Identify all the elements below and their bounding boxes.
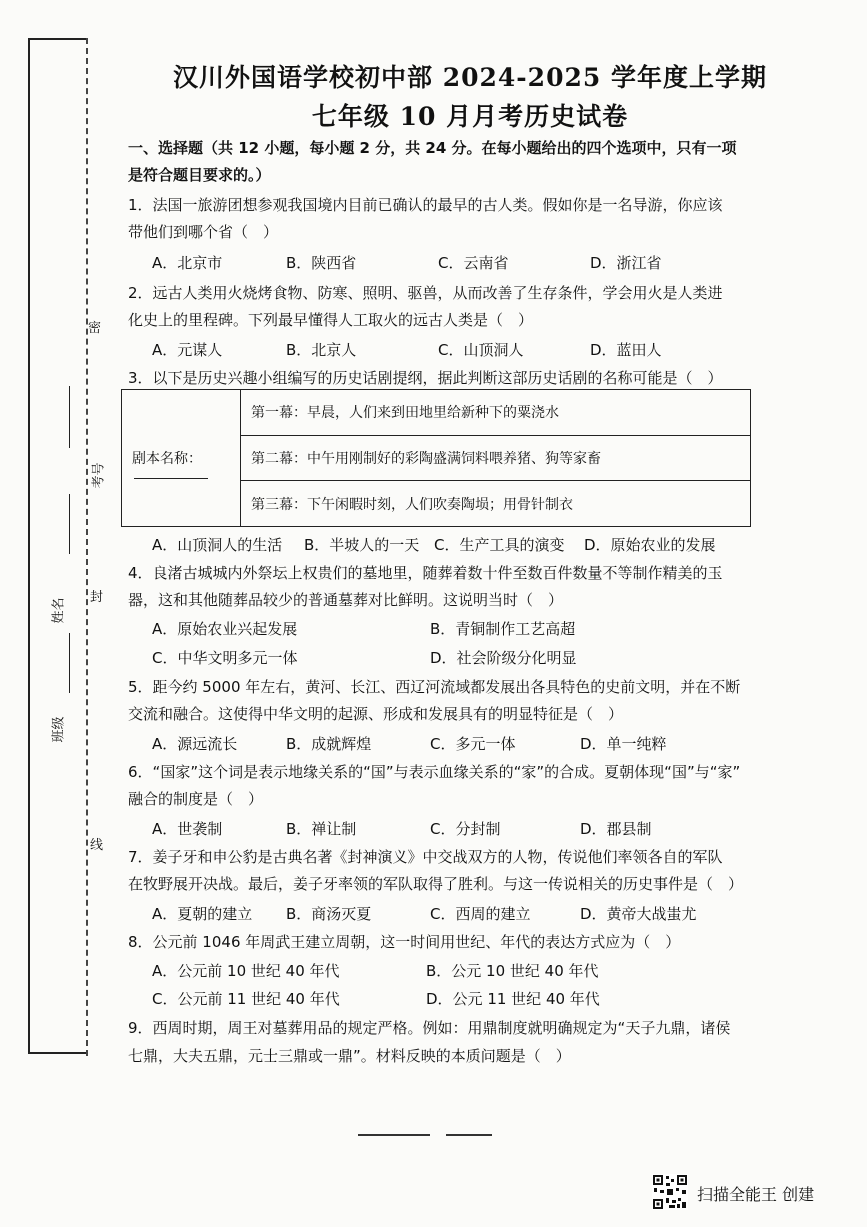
exam-no-label: 考号 bbox=[91, 462, 107, 489]
q7-option-d: D．黄帝大战蚩尤 bbox=[580, 905, 697, 923]
q6-option-a: A．世袭制 bbox=[152, 820, 223, 838]
q5-option-a: A．源远流长 bbox=[152, 735, 238, 753]
q2-option-a: A．元谋人 bbox=[152, 341, 223, 359]
q6-option-c: C．分封制 bbox=[430, 820, 501, 838]
q5-option-d: D．单一纯粹 bbox=[580, 735, 667, 753]
q6-option-d: D．郡县制 bbox=[580, 820, 652, 838]
q2-option-c: C．山顶洞人 bbox=[438, 341, 524, 359]
binding-frame bbox=[28, 38, 86, 1054]
cut-char-2: 封 bbox=[90, 590, 104, 605]
q7-option-b: B．商汤灭夏 bbox=[286, 905, 372, 923]
script-name-cell bbox=[122, 390, 241, 527]
q8-option-a: A．公元前 10 世纪 40 年代 bbox=[152, 962, 340, 980]
qr-code-icon bbox=[652, 1174, 688, 1210]
script-outline-table bbox=[121, 389, 751, 527]
question-5-line2: 交流和融合。这使得中华文明的起源、形成和发展具有的明显特征是（ ） bbox=[128, 705, 624, 723]
q7-option-a: A．夏朝的建立 bbox=[152, 905, 253, 923]
page-footer-marks bbox=[358, 1134, 498, 1138]
q6-option-b: B．禅让制 bbox=[286, 820, 357, 838]
q2-option-b: B．北京人 bbox=[286, 341, 357, 359]
question-7-line2: 在牧野展开决战。最后，姜子牙率领的军队取得了胜利。与这一传说相关的历史事件是（ ） bbox=[128, 875, 744, 893]
scanner-watermark: 扫描全能王 创建 bbox=[697, 1185, 815, 1204]
name-field bbox=[69, 633, 70, 693]
page-subtitle: 七年级 10 月月考历史试卷 bbox=[311, 102, 629, 131]
q1-option-a: A．北京市 bbox=[152, 254, 223, 272]
question-9-line1: 9．西周时期，周王对墓葬用品的规定严格。例如：用鼎制度就明确规定为“天子九鼎，诸侯 bbox=[128, 1019, 731, 1037]
class-label: 班级 bbox=[51, 716, 67, 743]
cut-line bbox=[86, 38, 88, 1056]
script-act-2: 第二幕：中午用刚制好的彩陶盛满饲料喂养猪、狗等家畜 bbox=[241, 435, 751, 481]
script-name-label: 剧本名称： bbox=[132, 451, 202, 467]
question-2-line2: 化史上的里程碑。下列最早懂得人工取火的远古人类是（ ） bbox=[128, 311, 534, 329]
script-name-blank bbox=[134, 478, 208, 479]
question-8-line1: 8．公元前 1046 年周武王建立周朝，这一时间用世纪、年代的表达方式应为（ ） bbox=[128, 933, 681, 951]
q4-option-c: C．中华文明多元一体 bbox=[152, 649, 298, 667]
q4-option-d: D．社会阶级分化明显 bbox=[430, 649, 577, 667]
page-title: 汉川外国语学校初中部 2024-2025 学年度上学期 bbox=[173, 63, 767, 92]
q2-option-d: D．蓝田人 bbox=[590, 341, 662, 359]
q5-option-b: B．成就辉煌 bbox=[286, 735, 372, 753]
question-9-line2: 七鼎，大夫五鼎，元士三鼎或一鼎”。材料反映的本质问题是（ ） bbox=[128, 1047, 571, 1065]
binding-margin bbox=[28, 38, 107, 1056]
section-heading-line2: 是符合题目要求的。） bbox=[128, 166, 271, 184]
question-6-line1: 6．“国家”这个词是表示地缘关系的“国”与表示血缘关系的“家”的合成。夏朝体现“国”与“家” bbox=[128, 763, 741, 781]
q4-option-a: A．原始农业兴起发展 bbox=[152, 620, 298, 638]
cut-char-3: 线 bbox=[90, 838, 104, 853]
q3-option-a: A．山顶洞人的生活 bbox=[152, 536, 283, 554]
q5-option-c: C．多元一体 bbox=[430, 735, 516, 753]
q8-option-c: C．公元前 11 世纪 40 年代 bbox=[152, 990, 340, 1008]
q3-option-b: B．半坡人的一天 bbox=[304, 536, 420, 554]
q1-option-d: D．浙江省 bbox=[590, 254, 662, 272]
q1-option-b: B．陕西省 bbox=[286, 254, 357, 272]
question-7-line1: 7．姜子牙和申公豹是古典名著《封神演义》中交战双方的人物，传说他们率领各自的军队 bbox=[128, 848, 723, 866]
q4-option-b: B．青铜制作工艺高超 bbox=[430, 620, 576, 638]
question-6-line2: 融合的制度是（ ） bbox=[128, 790, 264, 808]
exam-no-field bbox=[69, 386, 70, 448]
q7-option-c: C．西周的建立 bbox=[430, 905, 531, 923]
q8-option-d: D．公元 11 世纪 40 年代 bbox=[426, 990, 600, 1008]
section-heading-line1: 一、选择题（共 12 小题，每小题 2 分，共 24 分。在每小题给出的四个选项中，只有一项 bbox=[128, 139, 737, 157]
question-1-line1: 1．法国一旅游团想参观我国境内目前已确认的最早的古人类。假如你是一名导游，你应该 bbox=[128, 196, 723, 214]
question-2-line1: 2．远古人类用火烧烤食物、防寒、照明、驱兽，从而改善了生存条件，学会用火是人类进 bbox=[128, 284, 723, 302]
q8-option-b: B．公元 10 世纪 40 年代 bbox=[426, 962, 599, 980]
script-act-1: 第一幕：早晨，人们来到田地里给新种下的粟浇水 bbox=[241, 390, 751, 436]
question-3-line1: 3．以下是历史兴趣小组编写的历史话剧提纲，据此判断这部历史话剧的名称可能是（ ） bbox=[128, 369, 723, 387]
question-1-line2: 带他们到哪个省（ ） bbox=[128, 223, 279, 241]
question-4-line2: 器，这和其他随葬品较少的普通墓葬对比鲜明。这说明当时（ ） bbox=[128, 591, 564, 609]
q3-option-d: D．原始农业的发展 bbox=[584, 536, 716, 554]
question-4-line1: 4．良渚古城城内外祭坛上权贵们的墓地里，随葬着数十件至数百件数量不等制作精美的玉 bbox=[128, 564, 723, 582]
q1-option-c: C．云南省 bbox=[438, 254, 509, 272]
name-label: 姓名 bbox=[51, 597, 67, 624]
exam-no-field-2 bbox=[69, 494, 70, 554]
script-act-3: 第三幕：下午闲暇时刻，人们吹奏陶埙；用骨针制衣 bbox=[241, 481, 751, 527]
question-5-line1: 5．距今约 5000 年左右，黄河、长江、西辽河流域都发展出各具特色的史前文明，并在不断 bbox=[128, 678, 741, 696]
cut-char-1: 密 bbox=[88, 321, 102, 336]
q3-option-c: C．生产工具的演变 bbox=[434, 536, 565, 554]
